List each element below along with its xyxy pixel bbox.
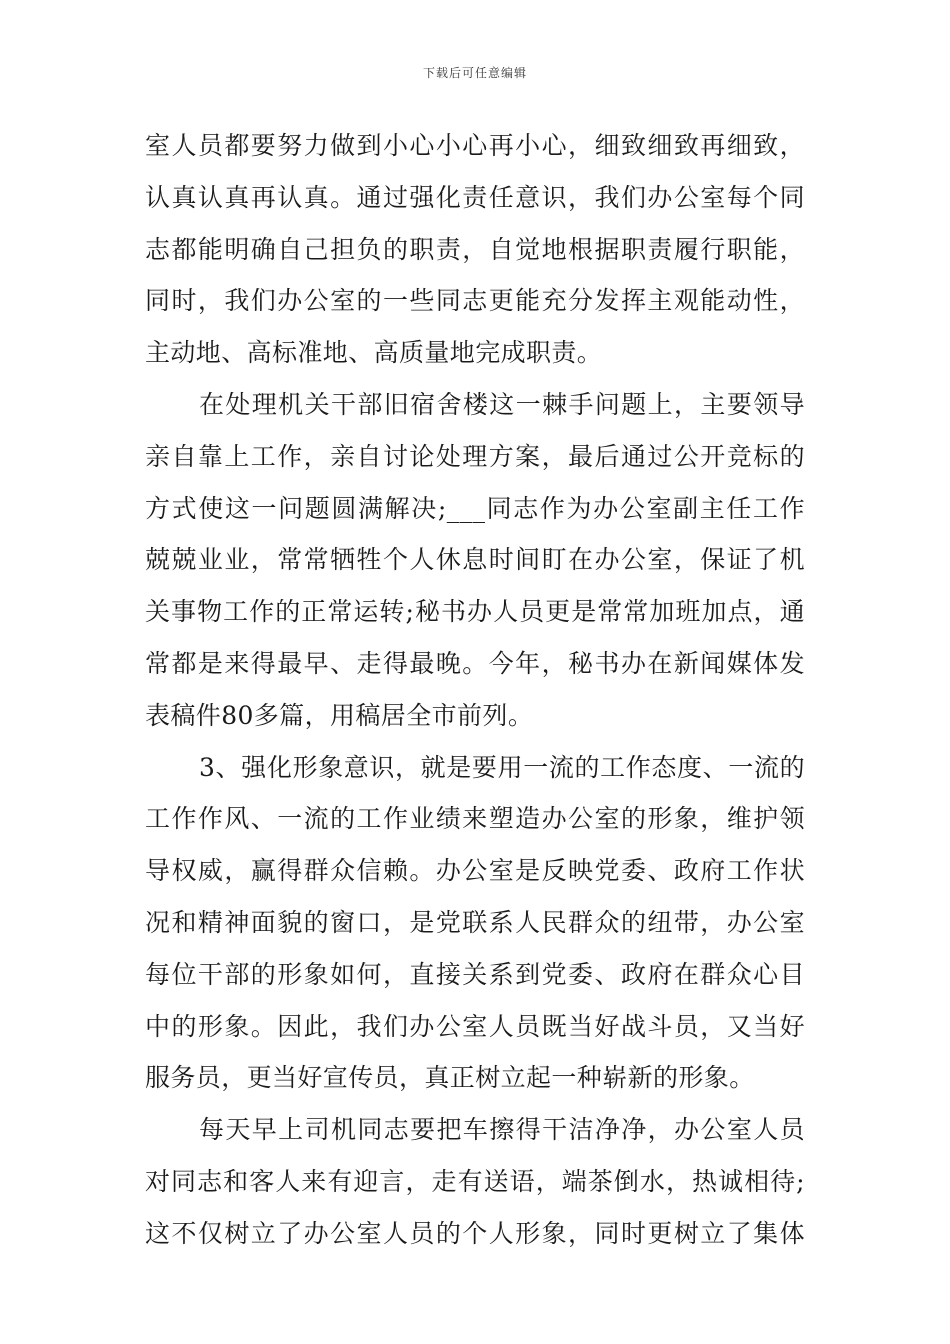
page-header: 下载后可任意编辑: [422, 66, 527, 80]
text-line: 主动地、高标准地、高质量地完成职责。: [145, 338, 603, 368]
text-line: 工作作风、一流的工作业绩来塑造办公室的形象，维护领: [145, 804, 805, 834]
text-line: 认真认真再认真。通过强化责任意识，我们办公室每个同: [145, 182, 805, 212]
paragraph-first-line: 3、强化形象意识，就是要用一流的工作态度、一流的: [199, 752, 805, 782]
text-line: 常都是来得最早、走得最晚。今年，秘书办在新闻媒体发: [145, 648, 805, 678]
text-line: 对同志和客人来有迎言，走有送语，端茶倒水，热诚相待;: [145, 1166, 805, 1196]
text-line: 兢兢业业，常常牺牲个人休息时间盯在办公室，保证了机: [145, 545, 805, 575]
paragraph-first-line: 每天早上司机同志要把车擦得干洁净净，办公室人员: [199, 1115, 805, 1145]
text-line: 方式使这一问题圆满解决;___同志作为办公室副主任工作: [145, 493, 805, 523]
text-line: 亲自靠上工作，亲自讨论处理方案，最后通过公开竞标的: [145, 441, 805, 471]
text-line: 每位干部的形象如何，直接关系到党委、政府在群众心目: [145, 959, 805, 989]
paragraph-first-line: 在处理机关干部旧宿舍楼这一棘手问题上，主要领导: [199, 389, 805, 419]
text-line: 况和精神面貌的窗口，是党联系人民群众的纽带，办公室: [145, 907, 805, 937]
text-line: 服务员，更当好宣传员，真正树立起一种崭新的形象。: [145, 1063, 755, 1093]
text-line: 中的形象。因此，我们办公室人员既当好战斗员，又当好: [145, 1011, 805, 1041]
text-line: 志都能明确自己担负的职责，自觉地根据职责履行职能，: [145, 234, 805, 264]
text-line: 室人员都要努力做到小心小心再小心，细致细致再细致，: [145, 131, 805, 160]
text-line: 表稿件80多篇，用稿居全市前列。: [145, 700, 534, 730]
text-line: 导权威，赢得群众信赖。办公室是反映党委、政府工作状: [145, 856, 805, 886]
text-line: 关事物工作的正常运转;秘书办人员更是常常加班加点，通: [145, 597, 805, 627]
document-body: [145, 120, 805, 1260]
text-line: 同时，我们办公室的一些同志更能充分发挥主观能动性，: [145, 286, 805, 316]
text-line: 这不仅树立了办公室人员的个人形象，同时更树立了集体: [145, 1218, 805, 1248]
